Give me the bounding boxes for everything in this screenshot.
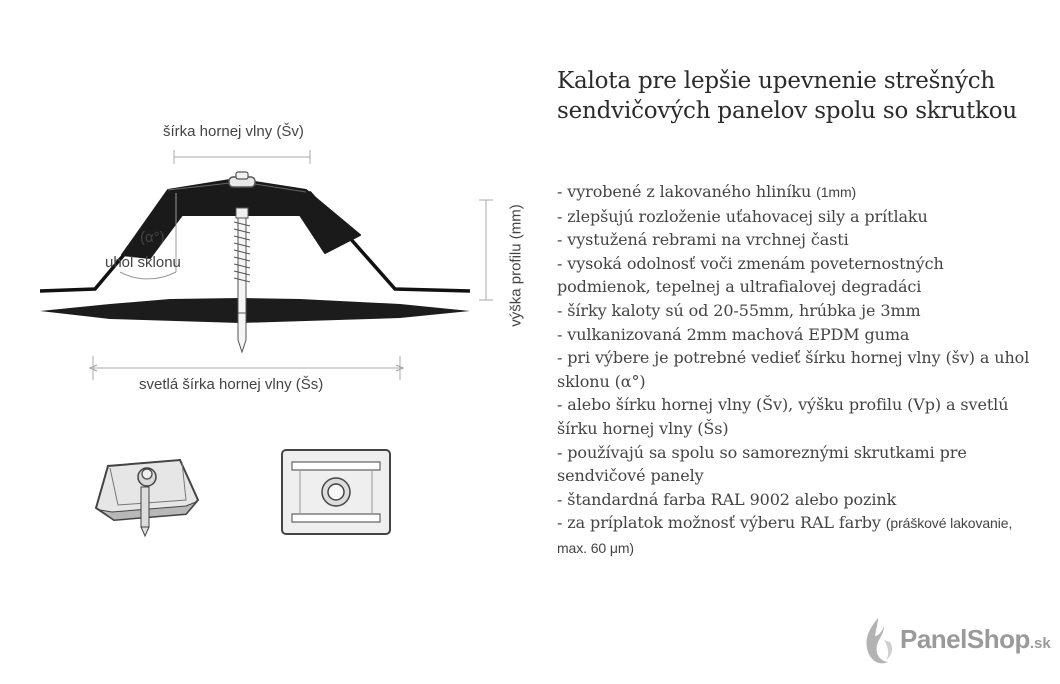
list-item: - používajú sa spolu so samoreznými skrutkami pre sendvičové panely [557,442,967,486]
angle-label: uhol sklonu [105,254,181,271]
list-item: - vulkanizovaná 2mm machová EPDM guma [557,324,910,344]
logo-text: PanelShop.sk [900,624,1051,654]
lower-panel-sheet [40,298,470,323]
list-item: - vysoká odolnosť voči zmenám poveternostných podmienok, tepelnej a ultrafialovej degradáci [557,253,944,297]
list-item: - alebo šírku hornej vlny (Šv), výšku profilu (Vp) a svetlú šírku hornej vlny (Šs) [557,395,1009,438]
top-width-dimension [174,150,310,164]
list-item: - štandardná farba RAL 9002 alebo pozink [557,489,897,509]
list-item: - vystužená rebrami na vrchnej časti [557,230,849,250]
list-item: - za príplatok možnosť výberu RAL farby (práškové lakovanie, max. 60 μm) [557,513,1013,556]
list-item: - pri výbere je potrebné vedieť šírku hornej vlny (šv) a uhol sklonu (α°) [557,348,1030,391]
list-item: - šírky kaloty sú od 20-55mm, hrúbka je 3mm [557,300,921,320]
top-width-label: šírka hornej vlny (Šv) [163,123,304,140]
list-item: - vyrobené z lakovaného hliníku (1mm) [557,182,857,201]
flame-icon [858,614,898,670]
cap-top-view-image [282,450,390,534]
feature-list [557,180,1037,561]
clear-width-label: svetlá šírka hornej vlny (Šs) [139,376,324,393]
profile-height-label: výška profilu (mm) [507,204,525,327]
panelshop-logo [858,614,1058,670]
profile-height-dimension [479,200,493,300]
product-title: Kalota pre lepšie upevnenie strešných sendvičových panelov spolu so skrutkou [557,68,1017,124]
list-item: - zlepšujú rozloženie uťahovacej sily a prítlaku [557,206,928,226]
cap-side-view-image [96,460,198,536]
angle-symbol-label: (α°) [140,229,165,246]
